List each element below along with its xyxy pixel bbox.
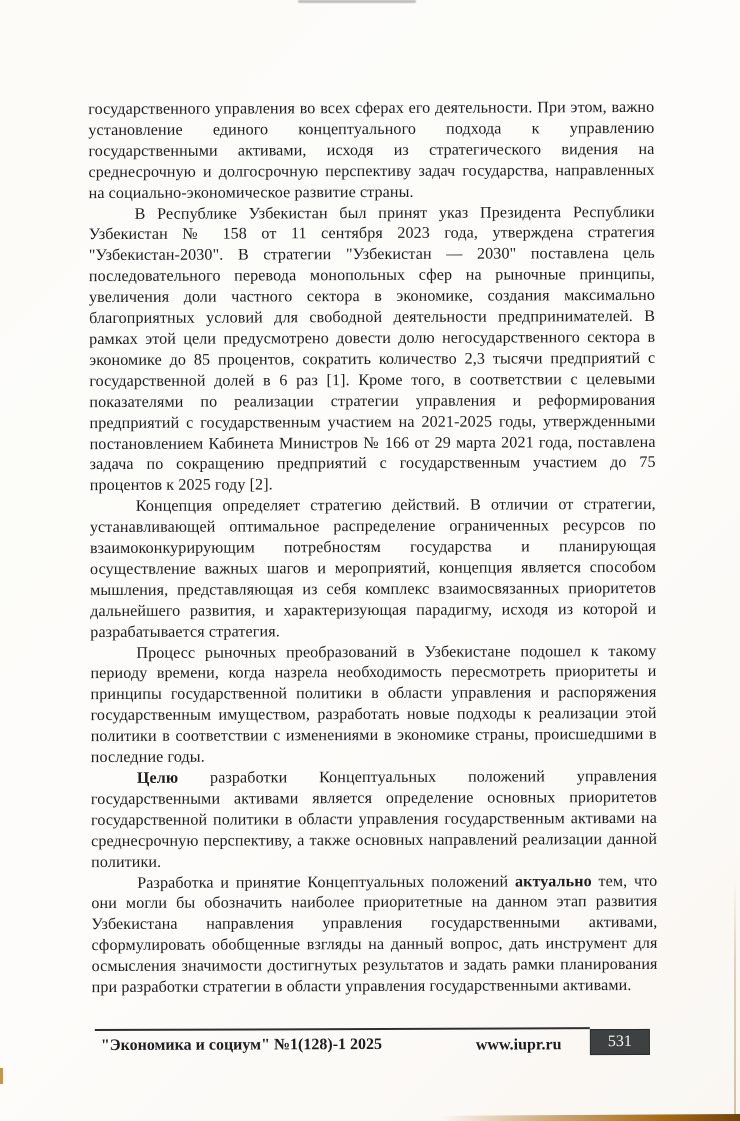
paragraph-text: государственного управления во всех сферах его деятельности. При этом, важно установление единого концептуального подхода к управлению государственными активами, исходя из стратегического видения на среднесрочную и долгосрочную перспективу задач государства, направленных на социально-экономическое развитие страны. <box>88 98 655 202</box>
journal-website: www.iupr.ru <box>475 1036 562 1054</box>
paragraph-text: разработки Концептуальных положений управления государственными активами является определение основных приоритетов государственной политики в области управления государственным активами на среднесрочную перспективу, а также основных направлений реализации данной политики. <box>90 767 658 871</box>
footer-divider <box>95 1027 590 1031</box>
paragraph-text: тем, что они могли бы обозначить наиболее приоритетные на данном этап развития Узбекистана направления управления государственными активами, сформулировать обобщенные взгляды на данный вопрос, дать инструмент для осмысления значимости достигнутых результатов и задать рамки планирования при разработки стратегии в области управления государственными активами. <box>91 872 658 997</box>
page-number-badge: 531 <box>590 1029 650 1055</box>
journal-title: "Экономика и социум" №1(128)-1 2025 <box>100 1035 383 1055</box>
bold-keyword-relevance: актуально <box>514 872 592 890</box>
paragraph-relevance <box>91 871 657 999</box>
paragraph-strategy-2030 <box>89 202 656 497</box>
bold-keyword-goal: Целю <box>136 769 179 787</box>
paragraph-text: Концепция определяет стратегию действий. В отличии от стратегии, устанавливающей оптимальное распределение ограниченных ресурсов по взаимоконкурирующим потребностям государства и планирующая осуществление важных шагов и мероприятий, концепция является способом мышления, представляющая из себя комплекс взаимосвязанных приоритетов дальнейшего развития, и характеризующая парадигму, исходя из которой и разрабатывается стратегия. <box>89 496 657 641</box>
paragraph-continuation <box>88 98 654 205</box>
paragraph-text: Процесс рыночных преобразований в Узбекистане подошел к такому периоду времени, когда назрела необходимость пересмотреть приоритеты и принципы государственной политики в области управления и распоряжения государственным имуществом, разработать новые подходы к реализации этой политики в соответствии с изменениями в экономике страны, происшедшими в последние годы. <box>90 642 657 767</box>
page-footer <box>2 1027 740 1090</box>
article-body <box>88 98 657 999</box>
paragraph-concept-definition <box>90 495 657 644</box>
paragraph-text: Разработка и принятие Концептуальных положений <box>137 872 515 892</box>
paragraph-market-reforms <box>90 641 656 769</box>
paragraph-goal <box>91 767 657 874</box>
paragraph-text: В Республике Узбекистан был принят указ Президента Республики Узбекистан № 158 от 11 сентября 2023 года, утверждена стратегия "Узбекистан-2030". В стратегии "Узбекистан — 2030" поставлена цель последовательного перевода монопольных сфер на рыночные принципы, увеличения доли частного сектора в экономике, создания максимально благоприятных условий для свободной деятельности предпринимателей. В рамках этой цели предусмотрено довести долю негосударственного сектора в экономике до 85 процентов, сократить количество 2,3 тысячи предприятий с государственной долей в 6 раз [1]. Кроме того, в соответствии с целевыми показателями по реализации стратегии управления и реформирования предприятий с государственным участием на 2021-2025 годы, утвержденными постановлением Кабинета Министров № 166 от 29 марта 2021 года, поставлена задача по сокращению предприятий с государственным участием до 75 процентов к 2025 году [2]. <box>88 203 656 495</box>
